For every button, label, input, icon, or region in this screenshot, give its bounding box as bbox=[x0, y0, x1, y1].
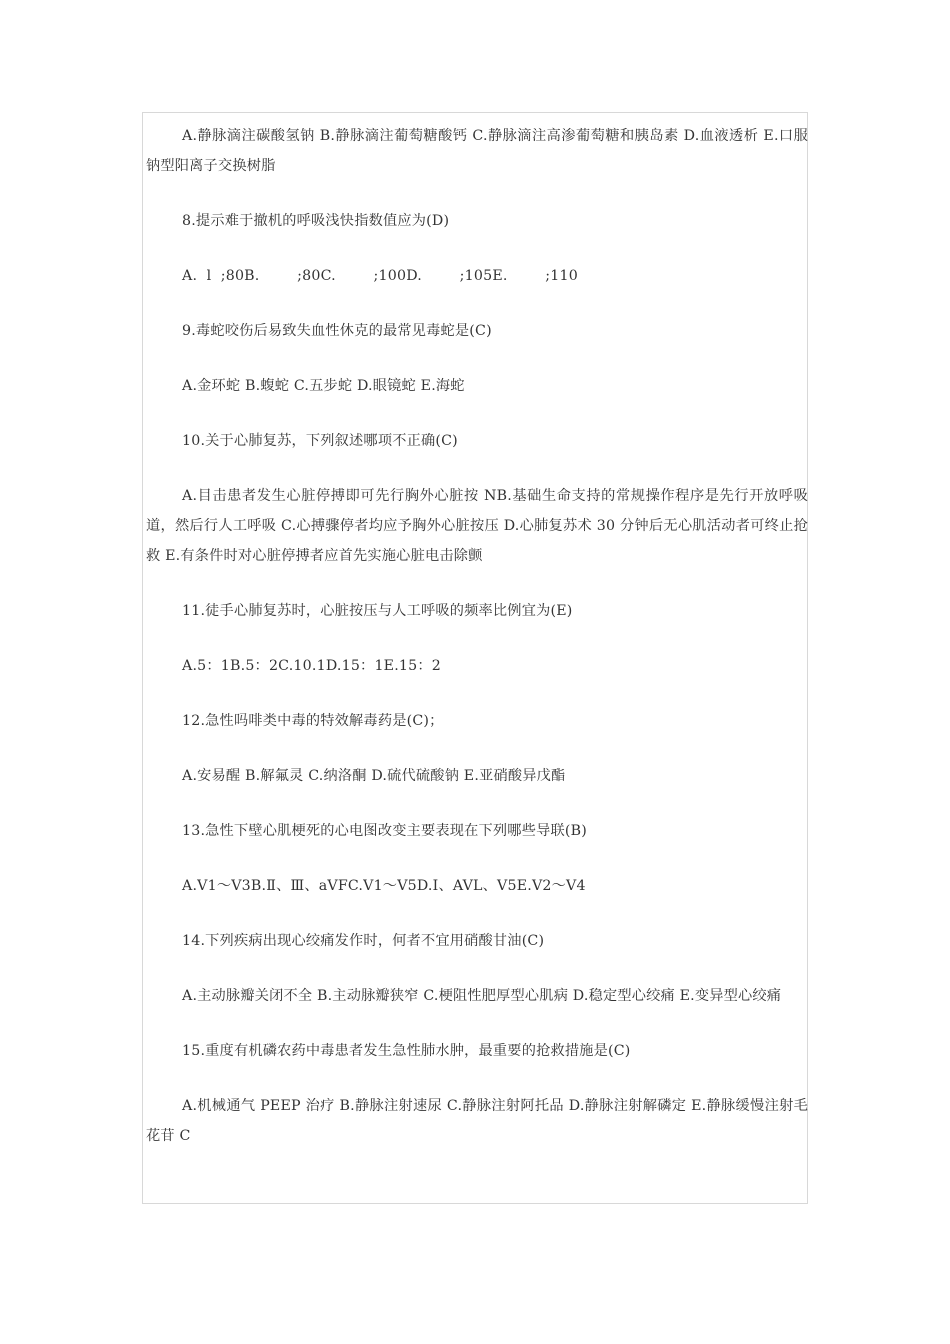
options-q8: A. l ;80B. ;80C. ;100D. ;105E. ;110 bbox=[182, 268, 578, 284]
options-q14: A.主动脉瓣关闭不全 B.主动脉瓣狭窄 C.梗阻性肥厚型心肌病 D.稳定型心绞痛 E.变异型心绞痛 bbox=[182, 988, 782, 1004]
options-q11: A.5：1B.5：2C.10.1D.15：1E.15：2 bbox=[182, 658, 441, 674]
options-q7: A.静脉滴注碳酸氢钠 B.静脉滴注葡萄糖酸钙 C.静脉滴注高渗葡萄糖和胰岛素 D.血液透析 E.口服钠型阳离子交换树脂 bbox=[146, 128, 808, 174]
question-10: 10.关于心肺复苏，下列叙述哪项不正确(C) bbox=[182, 433, 458, 449]
question-12: 12.急性吗啡类中毒的特效解毒药是(C)； bbox=[182, 713, 444, 729]
options-q10: A.目击患者发生心脏停搏即可先行胸外心脏按 NB.基础生命支持的常规操作程序是先行开放呼吸道，然后行人工呼吸 C.心搏骤停者均应予胸外心脏按压 D.心肺复苏术 30 分钟后无心肌活动者可终止抢救 E.有条件时对心脏停搏者应首先实施心脏电击除颤 bbox=[146, 488, 808, 564]
question-13: 13.急性下壁心肌梗死的心电图改变主要表现在下列哪些导联(B) bbox=[182, 823, 587, 839]
options-q15: A.机械通气 PEEP 治疗 B.静脉注射速尿 C.静脉注射阿托品 D.静脉注射解磷定 E.静脉缓慢注射毛花苷 C bbox=[146, 1098, 808, 1144]
question-8: 8.提示难于撤机的呼吸浅快指数值应为(D) bbox=[182, 213, 450, 229]
question-15: 15.重度有机磷农药中毒患者发生急性肺水肿，最重要的抢救措施是(C) bbox=[182, 1043, 631, 1059]
options-q9: A.金环蛇 B.蝮蛇 C.五步蛇 D.眼镜蛇 E.海蛇 bbox=[182, 378, 465, 394]
question-11: 11.徒手心肺复苏时，心脏按压与人工呼吸的频率比例宜为(E) bbox=[182, 603, 573, 619]
question-14: 14.下列疾病出现心绞痛发作时，何者不宜用硝酸甘油(C) bbox=[182, 933, 545, 949]
options-q12: A.安易醒 B.解氟灵 C.纳洛酮 D.硫代硫酸钠 E.亚硝酸异戊酯 bbox=[182, 768, 566, 784]
question-9: 9.毒蛇咬伤后易致失血性休克的最常见毒蛇是(C) bbox=[182, 323, 492, 339]
document-body bbox=[146, 121, 808, 1176]
options-q13: A.V1～V3B.Ⅱ、Ⅲ、aVFC.V1～V5D.Ⅰ、AVL、V5E.V2～V4 bbox=[182, 878, 586, 894]
